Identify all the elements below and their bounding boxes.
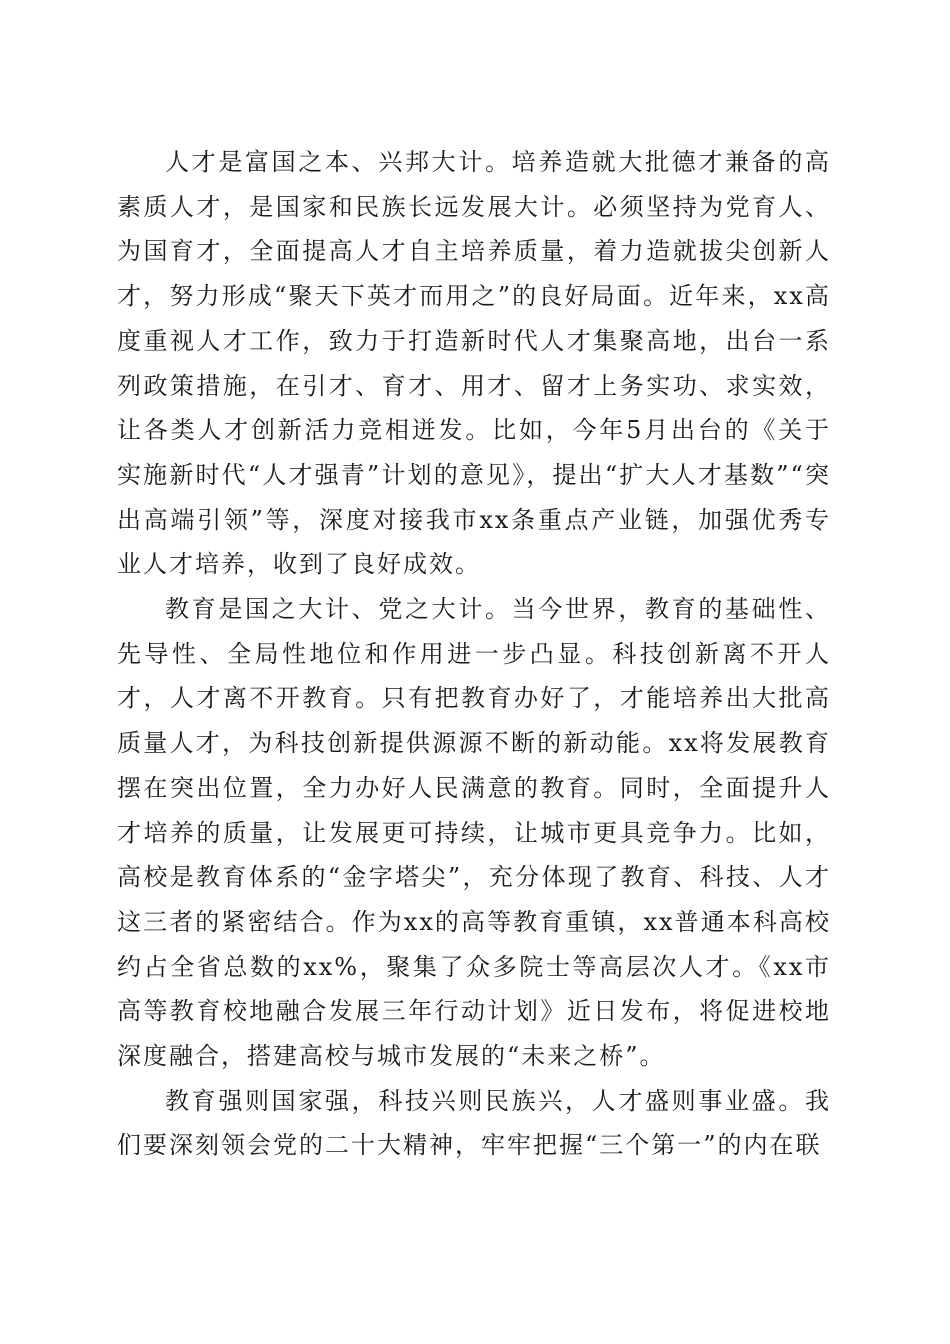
paragraph-talent: 人才是富国之本、兴邦大计。培养造就大批德才兼备的高素质人才，是国家和民族长远发展大计。必须坚持为党育人、为国育才，全面提高人才自主培养质量，着力造就拔尖创新人才，努力形成“聚天下英才而用之”的良好局面。近年来，xx高度重视人才工作，致力于打造新时代人才集聚高地，出台一系列政策措施，在引才、育才、用才、留才上务实功、求实效，让各类人才创新活力竞相迸发。比如，今年5月出台的《关于实施新时代“人才强青”计划的意见》，提出“扩大人才基数”“突出高端引领”等，深度对接我市xx条重点产业链，加强优秀专业人才培养，收到了良好成效。 — [117, 148, 831, 579]
paragraph-education: 教育是国之大计、党之大计。当今世界，教育的基础性、先导性、全局性地位和作用进一步凸显。科技创新离不开人才，人才离不开教育。只有把教育办好了，才能培养出大批高质量人才，为科技创新提供源源不断的新动能。xx将发展教育摆在突出位置，全力办好人民满意的教育。同时，全面提升人才培养的质量，让发展更可持续，让城市更具竞争力。比如，高校是教育体系的“金字塔尖”，充分体现了教育、科技、人才这三者的紧密结合。作为xx的高等教育重镇，xx普通本科高校约占全省总数的xx%，聚集了众多院士等高层次人才。《xx市高等教育校地融合发展三年行动计划》近日发布，将促进校地深度融合，搭建高校与城市发展的“未来之桥”。 — [117, 595, 831, 1071]
paragraph-strength: 教育强则国家强，科技兴则民族兴，人才盛则事业盛。我们要深刻领会党的二十大精神，牢牢把握“三个第一”的内在联 — [117, 1086, 831, 1160]
document-body — [117, 140, 831, 1168]
